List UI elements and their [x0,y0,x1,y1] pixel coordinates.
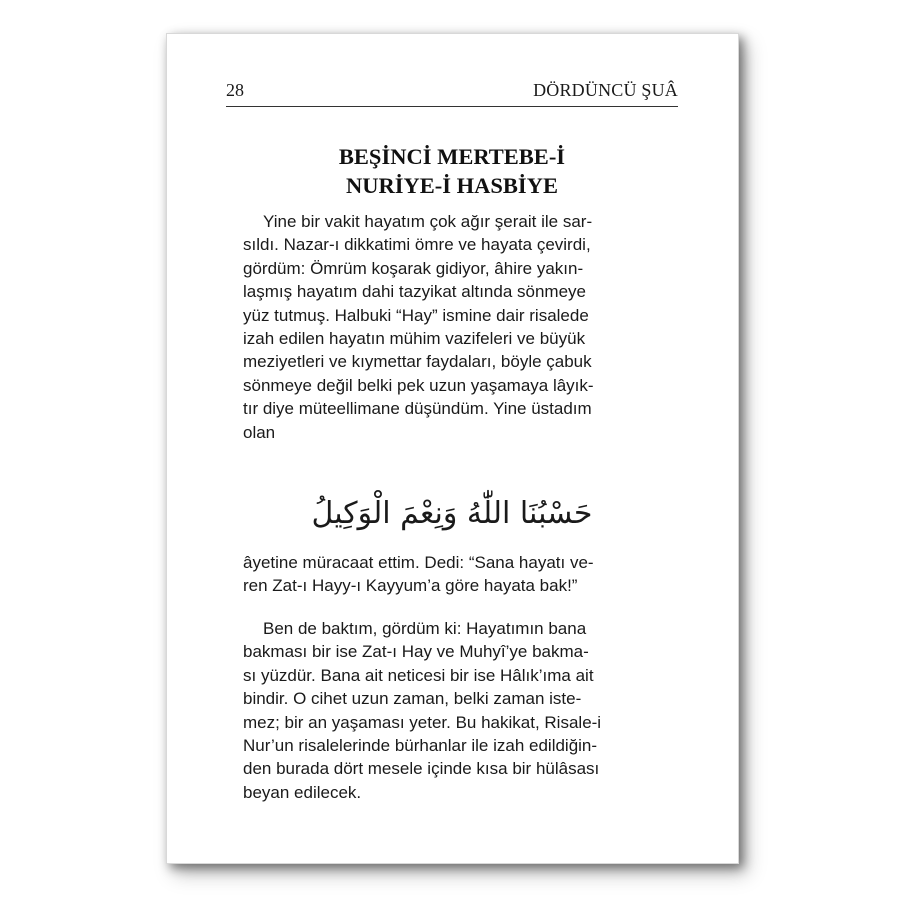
running-header [226,78,678,107]
text-line: Yine bir vakit hayatım çok ağır şerait ile sar- [263,212,593,231]
text-line: laşmış hayatım dahi tazyikat altında sönmeye [243,282,586,302]
paragraph-2 [243,551,677,598]
page-number: 28 [226,80,244,100]
text-line: Nur’un risalelerinde bürhanlar ile izah edildiğin- [243,736,598,756]
text-line: meziyetleri ve kıymettar faydaları, böyle çabuk [243,352,592,372]
text-line: yüz tutmuş. Halbuki “Hay” ismine dair risalede [243,305,589,325]
text-line: gördüm: Ömrüm koşarak gidiyor, âhire yakın- [243,258,584,278]
text-line: olan [243,422,276,442]
text-line: sönmeye değil belki pek uzun yaşamaya lâyık- [243,375,594,395]
text-line: Ben de baktım, gördüm ki: Hayatımın bana [263,619,587,638]
text-line: tır diye müteellimane düşündüm. Yine üstadım [243,399,592,419]
paragraph-1 [243,210,677,444]
text-line: ren Zat-ı Hayy-ı Kayyum’a göre hayata bak!” [243,576,578,596]
text-line: sıldı. Nazar-ı dikkatimi ömre ve hayata çevirdi, [243,235,591,255]
running-title: DÖRDÜNCÜ ŞUÂ [533,80,678,100]
text-line: mez; bir an yaşaması yeter. Bu hakikat, Risale-i [243,712,602,732]
text-line: bakması bir ise Zat-ı Hay ve Muhyî’ye bakma- [243,642,589,662]
paragraph-3 [243,617,677,804]
text-line: bindir. O cihet uzun zaman, belki zaman iste- [243,689,582,709]
chapter-title-line-1: BEŞİNCİ MERTEBE-İ [338,144,566,169]
text-line: den burada dört mesele içinde kısa bir hülâsası [243,759,600,779]
arabic-verse: حَسْبُنَا اللّٰهُ وَنِعْمَ الْوَكِيلُ [311,496,593,531]
chapter-title [226,142,678,200]
book-page [166,33,739,864]
chapter-title-line-2: NURİYE-İ HASBİYE [346,173,558,198]
text-line: izah edilen hayatın mühim vazifeleri ve büyük [243,329,586,349]
text-line: âyetine müracaat ettim. Dedi: “Sana hayatı ve- [243,553,594,572]
text-line: beyan edilecek. [243,782,362,802]
text-line: sı yüzdür. Bana ait neticesi bir ise Hâlık’ıma ait [243,665,594,685]
